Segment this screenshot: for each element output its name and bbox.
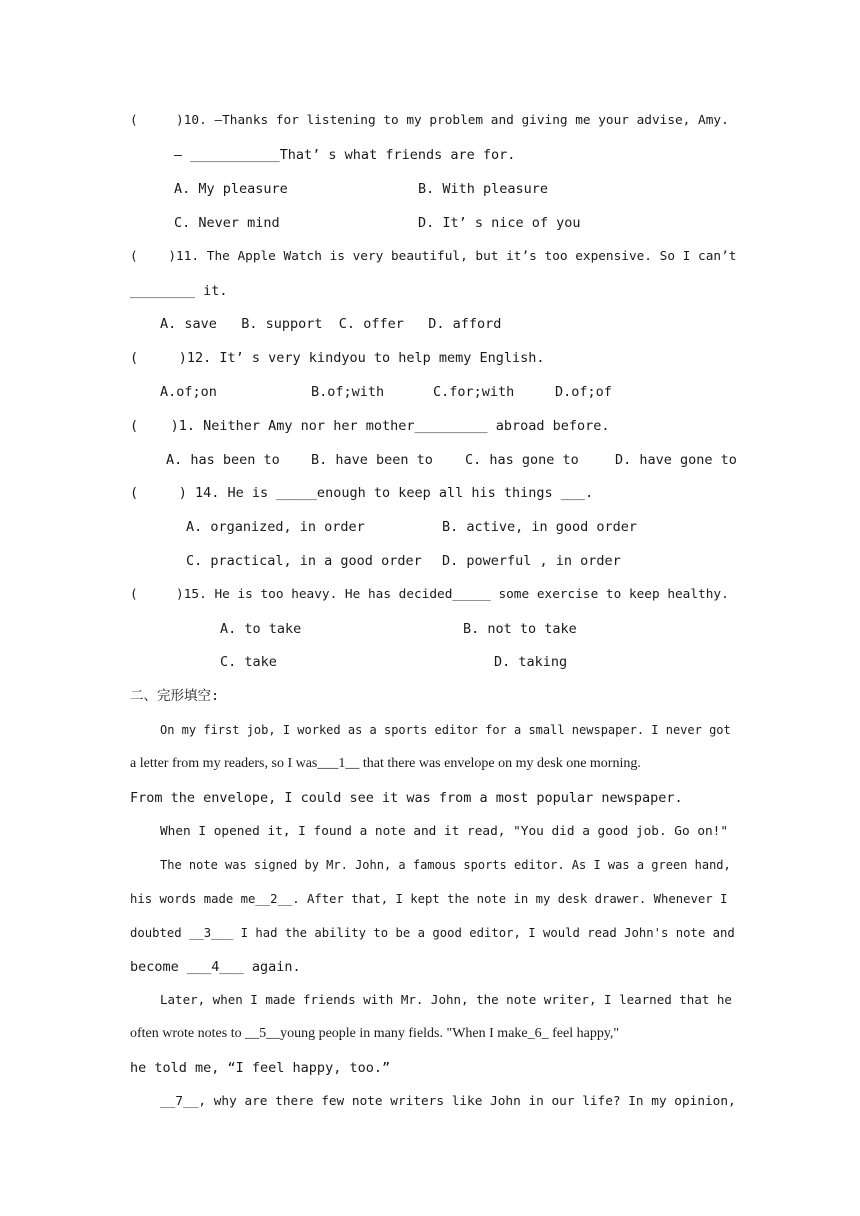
cloze-line: Later, when I made friends with Mr. John, the note writer, I learned that he <box>160 992 732 1007</box>
cloze-line: doubted __3___ I had the ability to be a good editor, I would read John's note and <box>130 926 735 940</box>
question-15-option-c: C. take <box>220 654 277 670</box>
question-11-stem-continued: ________ it. <box>130 283 228 299</box>
question-10-option-d: D. It’ s nice of you <box>418 215 581 231</box>
cloze-line: become ___4___ again. <box>130 959 301 975</box>
question-15-option-b: B. not to take <box>463 621 577 637</box>
cloze-line: When I opened it, I found a note and it read, "You did a good job. Go on!" <box>160 824 729 839</box>
question-14-option-d: D. powerful , in order <box>442 553 621 569</box>
question-11-options: A. save B. support C. offer D. afford <box>160 316 502 332</box>
question-12-option-b: B.of;with <box>311 384 385 400</box>
question-13-option-c: C. has gone to <box>465 452 579 468</box>
question-15-stem: ( )15. He is too heavy. He has decided_____ some exercise to keep healthy. <box>130 587 729 602</box>
question-14-stem: ( ) 14. He is _____enough to keep all his things ___. <box>130 485 594 501</box>
question-13-option-a: A. has been to <box>166 452 280 468</box>
question-14-option-a: A. organized, in order <box>186 519 365 535</box>
question-10-stem: ( )10. —Thanks for listening to my problem and giving me your advise, Amy. <box>130 113 729 128</box>
question-10-option-c: C. Never mind <box>174 215 280 231</box>
question-15-option-a: A. to take <box>220 621 302 637</box>
question-15-option-d: D. taking <box>494 654 568 670</box>
question-10-reply: — ___________That’ s what friends are for. <box>174 147 516 163</box>
cloze-line: a letter from my readers, so I was___1__ that there was envelope on my desk one morning. <box>130 756 641 771</box>
cloze-line: The note was signed by Mr. John, a famous sports editor. As I was a green hand, <box>160 858 731 872</box>
question-12-option-d: D.of;of <box>555 384 612 400</box>
question-13-stem: ( )1. Neither Amy nor her mother_________ abroad before. <box>130 418 610 434</box>
question-14-option-c: C. practical, in a good order <box>186 553 422 569</box>
cloze-line: __7__, why are there few note writers like John in our life? In my opinion, <box>160 1094 736 1109</box>
question-11-stem: ( )11. The Apple Watch is very beautiful, but it’s too expensive. So I can’t <box>130 249 737 264</box>
cloze-line: often wrote notes to __5__young people in many fields. "When I make_6_ feel happy," <box>130 1026 620 1041</box>
question-13-option-d: D. have gone to <box>615 452 737 468</box>
question-10-option-b: B. With pleasure <box>418 181 549 197</box>
question-12-option-c: C.for;with <box>433 384 515 400</box>
question-10-option-a: A. My pleasure <box>174 181 288 197</box>
section-heading-cloze: 二、完形填空: <box>130 688 220 704</box>
cloze-line: he told me, “I feel happy, too.” <box>130 1060 391 1076</box>
question-12-stem: ( )12. It’ s very kindyou to help memy English. <box>130 350 545 366</box>
cloze-line: From the envelope, I could see it was from a most popular newspaper. <box>130 790 683 806</box>
question-13-option-b: B. have been to <box>311 452 433 468</box>
cloze-line: his words made me__2__. After that, I kept the note in my desk drawer. Whenever I <box>130 892 728 906</box>
cloze-line: On my first job, I worked as a sports editor for a small newspaper. I never got <box>160 723 731 737</box>
question-14-option-b: B. active, in good order <box>442 519 638 535</box>
question-12-option-a: A.of;on <box>160 384 217 400</box>
